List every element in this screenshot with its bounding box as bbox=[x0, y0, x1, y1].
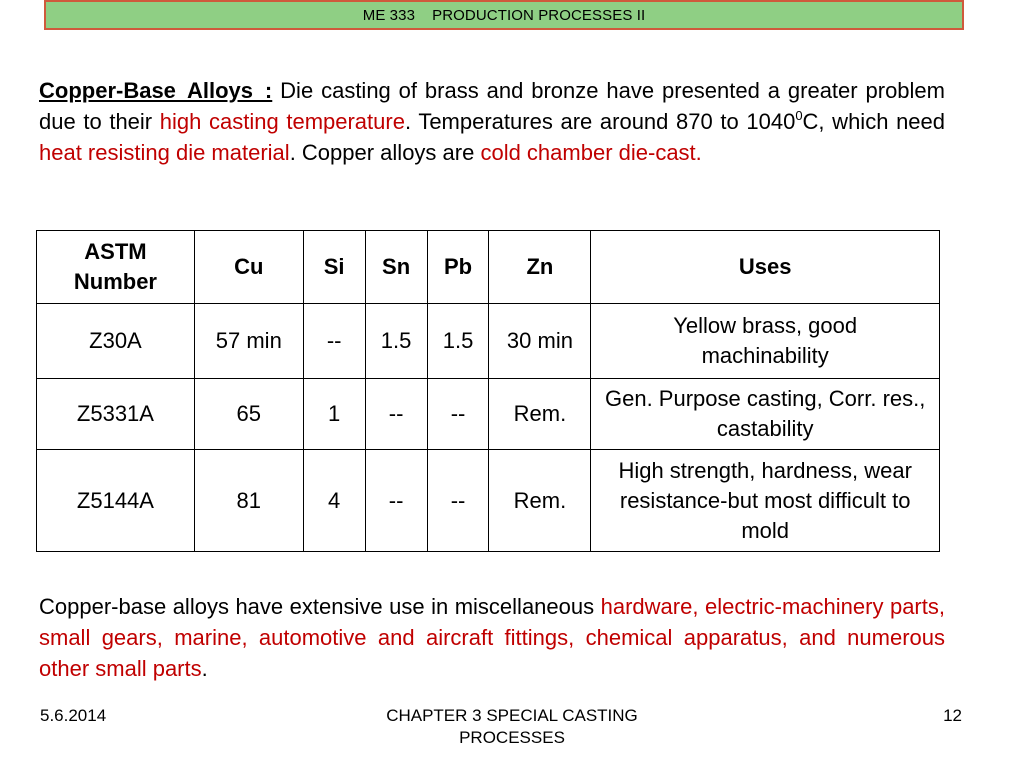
cell-zn: Rem. bbox=[489, 450, 591, 552]
cell-astm: Z30A bbox=[37, 304, 195, 379]
table-row bbox=[37, 379, 940, 450]
cell-si: -- bbox=[303, 304, 365, 379]
intro-text-2: . Temperatures are around 870 to 1040 bbox=[404, 109, 796, 134]
cell-sn: -- bbox=[365, 379, 427, 450]
footer-chapter: CHAPTER 3 SPECIAL CASTING PROCESSES bbox=[386, 706, 638, 747]
table-header-row bbox=[37, 231, 940, 304]
highlight-die-material: heat resisting die material bbox=[39, 140, 290, 165]
cell-uses: Gen. Purpose casting, Corr. res., castability bbox=[591, 379, 940, 450]
highlight-cold-chamber: cold chamber die-cast. bbox=[480, 140, 702, 165]
cell-zn: 30 min bbox=[489, 304, 591, 379]
col-header-uses: Uses bbox=[591, 231, 940, 304]
cell-sn: -- bbox=[365, 450, 427, 552]
course-title: PRODUCTION PROCESSES II bbox=[432, 6, 646, 24]
col-header-sn: Sn bbox=[365, 231, 427, 304]
highlight-casting-temperature: high casting temperature bbox=[159, 109, 405, 134]
footer-date: 5.6.2014 bbox=[40, 706, 107, 725]
cell-cu: 57 min bbox=[194, 304, 303, 379]
highlight-applications: hardware, electric-machinery parts, small gears, marine, automotive and aircraft fittings, chemical apparatus, and numerous other small parts bbox=[39, 594, 945, 681]
cell-astm: Z5144A bbox=[37, 450, 195, 552]
alloy-table bbox=[36, 230, 940, 552]
header-bar bbox=[44, 0, 964, 30]
course-code: ME 333 bbox=[362, 6, 416, 24]
cell-pb: 1.5 bbox=[427, 304, 489, 379]
col-header-cu: Cu bbox=[194, 231, 303, 304]
intro-text-4: . Copper alloys are bbox=[289, 140, 481, 165]
intro-text-1: Die casting of brass and bronze have presented a greater problem due to their bbox=[39, 78, 945, 134]
table-row bbox=[37, 304, 940, 379]
cell-cu: 81 bbox=[194, 450, 303, 552]
cell-zn: Rem. bbox=[489, 379, 591, 450]
section-heading: Copper-Base Alloys : bbox=[39, 78, 273, 103]
cell-si: 4 bbox=[303, 450, 365, 552]
cell-uses: Yellow brass, good machinability bbox=[591, 304, 940, 379]
footer-page-number: 12 bbox=[943, 706, 962, 725]
cell-uses: High strength, hardness, wear resistance-but most difficult to mold bbox=[591, 450, 940, 552]
cell-si: 1 bbox=[303, 379, 365, 450]
col-header-zn: Zn bbox=[489, 231, 591, 304]
col-header-astm: ASTM Number bbox=[37, 231, 195, 304]
cell-sn: 1.5 bbox=[365, 304, 427, 379]
col-header-pb: Pb bbox=[427, 231, 489, 304]
cell-cu: 65 bbox=[194, 379, 303, 450]
intro-paragraph bbox=[39, 75, 945, 168]
cell-astm: Z5331A bbox=[37, 379, 195, 450]
outro-text-2: . bbox=[201, 656, 208, 681]
cell-pb: -- bbox=[427, 450, 489, 552]
table-row bbox=[37, 450, 940, 552]
cell-pb: -- bbox=[427, 379, 489, 450]
outro-paragraph bbox=[39, 591, 945, 684]
col-header-si: Si bbox=[303, 231, 365, 304]
degree-superscript: 0 bbox=[795, 108, 803, 123]
outro-text-1: Copper-base alloys have extensive use in miscellaneous bbox=[39, 594, 601, 619]
intro-text-3: C, which need bbox=[802, 109, 946, 134]
